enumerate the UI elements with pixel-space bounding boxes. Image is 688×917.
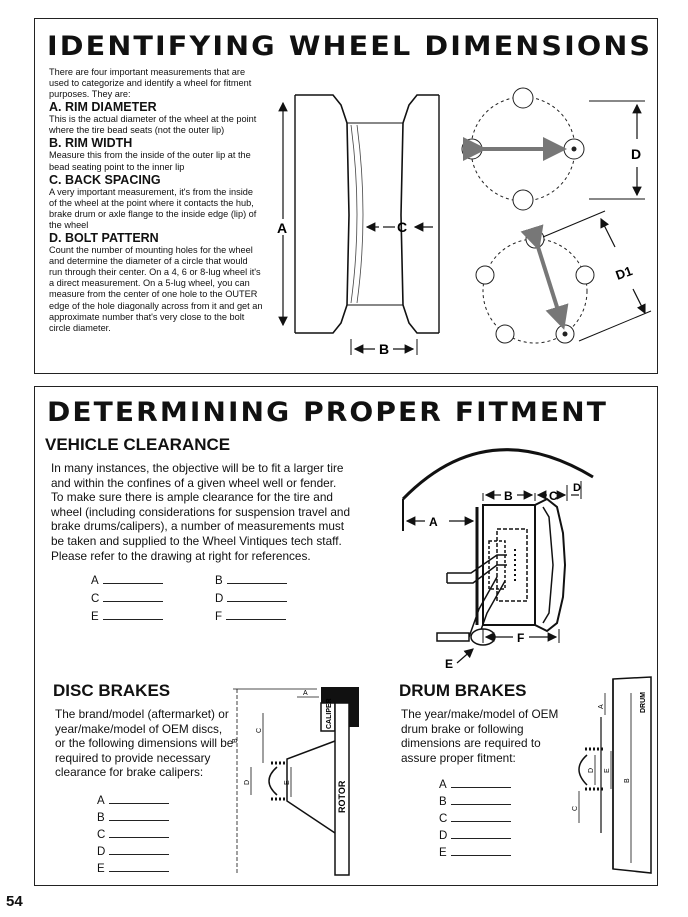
drum-brakes-text: The year/make/model of OEM drum brake or following dimensions are required to assure proper fitment: xyxy=(401,707,559,765)
vehicle-field-a[interactable]: A xyxy=(91,573,163,587)
wheel-dimensions-section xyxy=(34,18,658,374)
disc-field-a[interactable]: A xyxy=(97,793,169,807)
vc-label-f: F xyxy=(517,631,525,645)
vc-label-c: C xyxy=(549,489,558,503)
disc-brake-diagram xyxy=(227,683,367,879)
drum-field-a[interactable]: A xyxy=(439,777,511,791)
proper-fitment-section xyxy=(34,386,658,886)
vehicle-field-b[interactable]: B xyxy=(215,573,287,587)
drum-label-a: A xyxy=(598,704,605,709)
drum-label-b: B xyxy=(624,778,631,783)
bolt-pattern-diagram xyxy=(455,79,655,359)
vc-label-d: D xyxy=(573,482,581,494)
item-text-rim-width: Measure this from the inside of the outer lip at the bead seating point to the inner lip xyxy=(49,150,251,172)
item-heading-rim-diameter: A. RIM DIAMETER xyxy=(49,100,157,115)
disc-brakes-text: The brand/model (aftermarket) or year/make/model of OEM discs, or the following dimensions will be required to provide necessary clearance for brake calipers: xyxy=(55,707,234,780)
section-title-proper-fitment: DETERMINING PROPER FITMENT xyxy=(47,397,608,428)
vehicle-clearance-text: In many instances, the objective will be to fit a larger tire and within the confines of a given wheel well or fender. To make sure there is ample clearance for the tire and wheel (including considerations for suspension travel and brake drums/calipers), a number of measurements must be taken and supplied to the Wheel Vintiques tech staff. Please refer to the drawing at right for references. xyxy=(51,461,351,563)
drum-label-e: E xyxy=(604,768,611,773)
disc-label-b: B xyxy=(232,738,239,743)
drum-label-d: D xyxy=(588,767,595,773)
page-number: 54 xyxy=(6,893,23,910)
vehicle-field-e[interactable]: E xyxy=(91,609,163,623)
disc-label-a: A xyxy=(303,690,308,697)
caliper-label: CALIPER xyxy=(326,698,333,729)
wheel-dimensions-text xyxy=(49,67,263,334)
label-d: D xyxy=(631,146,642,162)
vc-label-b: B xyxy=(504,489,513,503)
item-text-bolt-pattern: Count the number of mounting holes for the wheel and determine the diameter of a circle that would run through their center. On a 4, 6 or 8-lug wheel it's a direct measurement. On a 5-lug wheel, you can measure from the center of one hole to the OUTER edge of the hole diagonally across from it and get an approximate number that's very close to the bolt circle diameter. xyxy=(49,245,263,333)
drum-brakes-heading: DRUM BRAKES xyxy=(399,681,527,700)
wheel-profile-diagram xyxy=(271,85,451,355)
disc-field-c[interactable]: C xyxy=(97,827,169,841)
vc-label-e: E xyxy=(445,657,454,671)
section-title-wheel-dimensions: IDENTIFYING WHEEL DIMENSIONS xyxy=(47,31,653,62)
rotor-label: ROTOR xyxy=(337,780,347,813)
item-text-rim-diameter: This is the actual diameter of the wheel at the point where the tire bead seats (not the outer lip) xyxy=(49,114,257,136)
item-text-back-spacing: A very important measurement, it's from the inside of the wheel at the point where it contacts the hub, brake drum or axle flange to the inside edge (lip) of the wheel xyxy=(49,186,257,230)
label-b: B xyxy=(379,341,390,355)
vehicle-clearance-heading: VEHICLE CLEARANCE xyxy=(45,435,231,454)
drum-field-c[interactable]: C xyxy=(439,811,511,825)
item-heading-bolt-pattern: D. BOLT PATTERN xyxy=(49,231,159,246)
drum-field-e[interactable]: E xyxy=(439,845,511,859)
disc-label-c: C xyxy=(256,727,263,733)
label-d1: D1 xyxy=(613,263,635,283)
disc-label-d: D xyxy=(244,779,251,785)
drum-field-d[interactable]: D xyxy=(439,828,511,842)
vehicle-field-f[interactable]: F xyxy=(215,609,286,623)
vehicle-clearance-diagram xyxy=(397,437,637,673)
label-c: C xyxy=(397,219,408,235)
label-a: A xyxy=(277,220,288,236)
drum-label: DRUM xyxy=(640,692,647,713)
drum-label-c: C xyxy=(572,805,579,811)
intro-text: There are four important measurements that are used to categorize and identify a wheel for fitment purposes. They are: xyxy=(49,67,252,100)
drum-field-b[interactable]: B xyxy=(439,794,511,808)
vehicle-field-c[interactable]: C xyxy=(91,591,163,605)
disc-label-e: E xyxy=(284,780,291,785)
disc-field-e[interactable]: E xyxy=(97,861,169,875)
disc-field-b[interactable]: B xyxy=(97,810,169,824)
item-heading-back-spacing: C. BACK SPACING xyxy=(49,172,161,187)
item-heading-rim-width: B. RIM WIDTH xyxy=(49,136,133,151)
disc-brakes-heading: DISC BRAKES xyxy=(53,681,171,700)
vc-label-a: A xyxy=(429,515,438,529)
vehicle-field-d[interactable]: D xyxy=(215,591,287,605)
disc-field-d[interactable]: D xyxy=(97,844,169,858)
drum-brake-diagram xyxy=(543,673,655,883)
